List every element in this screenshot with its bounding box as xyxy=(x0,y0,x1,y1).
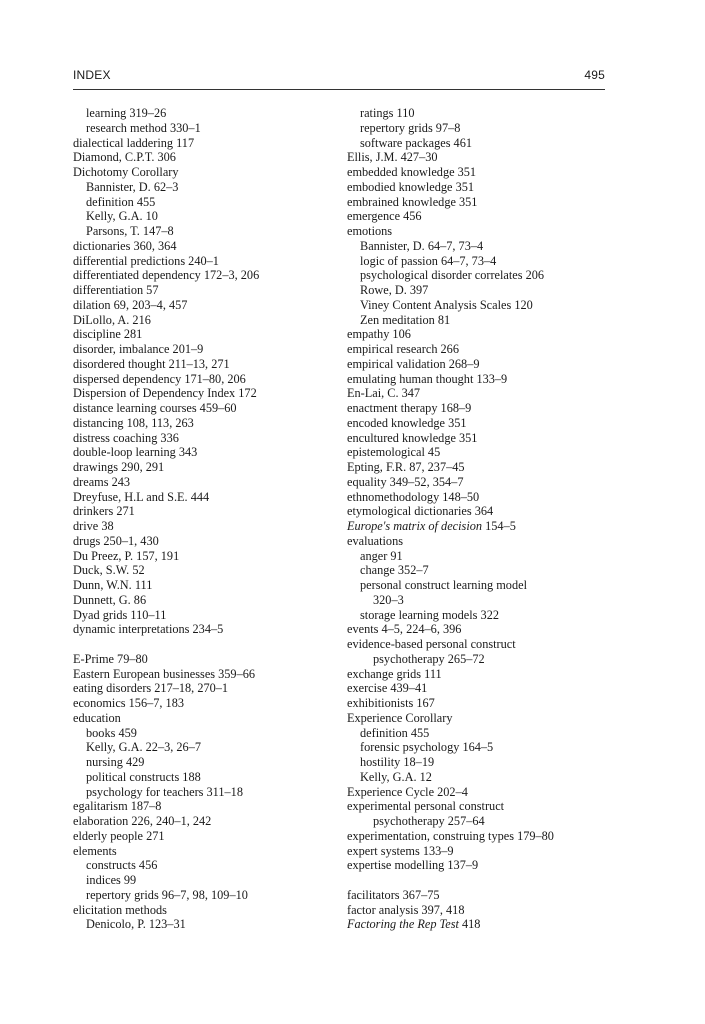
index-entry: evaluations xyxy=(347,533,404,548)
index-entry: distancing 108, 113, 263 xyxy=(73,415,194,430)
index-entry: education xyxy=(73,710,121,725)
index-entry: Dyad grids 110–11 xyxy=(73,607,167,622)
index-entry: economics 156–7, 183 xyxy=(73,696,184,710)
index-subentry: repertory grids 96–7, 98, 109–10 xyxy=(86,887,248,902)
index-entry: drinkers 271 xyxy=(73,504,135,519)
index-entry: expertise modelling 137–9 xyxy=(347,858,479,873)
index-entry: exhibitionists 167 xyxy=(347,696,435,710)
index-entry xyxy=(347,519,609,534)
index-entry: Dunnett, G. 86 xyxy=(73,592,147,607)
index-subentry: 320–3 xyxy=(373,592,404,607)
index-entry: Ellis, J.M. 427–30 xyxy=(347,150,438,165)
index-entry: differential predictions 240–1 xyxy=(73,253,219,268)
index-subentry: definition 455 xyxy=(86,194,156,209)
index-subentry: logic of passion 64–7, 73–4 xyxy=(360,253,497,268)
index-entry: encultured knowledge 351 xyxy=(347,430,478,445)
index-entry: experimental personal construct xyxy=(347,799,505,814)
index-subentry: psychotherapy 265–72 xyxy=(373,651,485,666)
index-entry: drugs 250–1, 430 xyxy=(73,533,159,548)
index-entry: emulating human thought 133–9 xyxy=(347,371,508,386)
index-subentry: Viney Content Analysis Scales 120 xyxy=(360,297,533,312)
page-number: 495 xyxy=(584,68,605,82)
index-column-right xyxy=(347,106,609,932)
index-column-left xyxy=(73,106,335,932)
index-entry: En-Lai, C. 347 xyxy=(347,386,421,401)
index-entry: elicitation methods xyxy=(73,902,167,917)
index-entry: Experience Cycle 202–4 xyxy=(347,784,468,799)
index-entry: drive 38 xyxy=(73,519,114,533)
index-entry: drawings 290, 291 xyxy=(73,460,165,474)
index-entry: elaboration 226, 240–1, 242 xyxy=(73,814,212,828)
index-entry: dynamic interpretations 234–5 xyxy=(73,622,224,637)
index-heading: INDEX xyxy=(73,68,111,82)
index-subentry: forensic psychology 164–5 xyxy=(360,740,494,755)
index-subentry: psychological disorder correlates 206 xyxy=(360,268,545,283)
index-entry: Diamond, C.P.T. 306 xyxy=(73,150,176,165)
index-entry: emergence 456 xyxy=(347,209,422,224)
index-entry: Duck, S.W. 52 xyxy=(73,563,145,578)
index-entry: elements xyxy=(73,843,117,858)
index-entry: double-loop learning 343 xyxy=(73,445,198,460)
index-entry: eating disorders 217–18, 270–1 xyxy=(73,681,229,696)
index-entry: factor analysis 397, 418 xyxy=(347,902,465,917)
index-entry-pages: 418 xyxy=(458,917,481,932)
index-entry: Dispersion of Dependency Index 172 xyxy=(73,386,257,401)
index-subentry: change 352–7 xyxy=(360,563,429,578)
index-entry: Epting, F.R. 87, 237–45 xyxy=(347,460,465,474)
index-entry: enactment therapy 168–9 xyxy=(347,401,472,415)
index-subentry: indices 99 xyxy=(86,873,137,887)
index-entry: E-Prime 79–80 xyxy=(73,651,148,666)
index-entry: exercise 439–41 xyxy=(347,681,428,696)
index-subentry: ratings 110 xyxy=(360,106,415,120)
index-entry: dispersed dependency 171–80, 206 xyxy=(73,371,246,386)
index-entry: dilation 69, 203–4, 457 xyxy=(73,297,188,312)
index-entry: empathy 106 xyxy=(347,327,411,342)
index-section-gap xyxy=(347,873,609,888)
index-entry: embedded knowledge 351 xyxy=(347,165,477,179)
index-entry: dictionaries 360, 364 xyxy=(73,238,177,253)
index-entry: differentiated dependency 172–3, 206 xyxy=(73,268,260,283)
index-entry: events 4–5, 224–6, 396 xyxy=(347,622,462,637)
index-section-gap xyxy=(73,637,335,652)
index-subentry: constructs 456 xyxy=(86,858,158,873)
index-entry: empirical research 266 xyxy=(347,342,459,356)
index-entry: expert systems 133–9 xyxy=(347,843,454,858)
index-entry: discipline 281 xyxy=(73,327,143,342)
index-subentry: books 459 xyxy=(86,725,137,740)
index-entry: DiLollo, A. 216 xyxy=(73,312,151,327)
index-entry-title: Factoring the Rep Test xyxy=(347,917,459,932)
index-entry: etymological dictionaries 364 xyxy=(347,504,494,519)
index-entry: Eastern European businesses 359–66 xyxy=(73,666,256,681)
header-rule xyxy=(73,89,605,90)
index-subentry: learning 319–26 xyxy=(86,106,167,120)
index-entry: ethnomethodology 148–50 xyxy=(347,489,480,504)
running-head xyxy=(73,68,605,86)
index-entry-title: Europe's matrix of decision xyxy=(347,519,483,533)
index-subentry: Bannister, D. 62–3 xyxy=(86,179,179,194)
index-entry: distance learning courses 459–60 xyxy=(73,401,237,415)
index-subentry: repertory grids 97–8 xyxy=(360,120,461,135)
index-entry: evidence-based personal construct xyxy=(347,637,516,651)
index-entry: facilitators 367–75 xyxy=(347,887,440,902)
index-entry: differentiation 57 xyxy=(73,283,159,297)
index-subentry: Denicolo, P. 123–31 xyxy=(86,917,186,932)
index-entry: exchange grids 111 xyxy=(347,666,442,681)
index-entry: Dichotomy Corollary xyxy=(73,165,179,179)
index-entry: dialectical laddering 117 xyxy=(73,135,195,150)
index-entry: emotions xyxy=(347,224,393,238)
index-subentry: research method 330–1 xyxy=(86,120,201,135)
index-subentry: Kelly, G.A. 10 xyxy=(86,209,158,224)
index-subentry: Zen meditation 81 xyxy=(360,312,451,327)
index-subentry: Kelly, G.A. 12 xyxy=(360,769,432,784)
index-entry: embodied knowledge 351 xyxy=(347,179,475,194)
index-entry: disordered thought 211–13, 271 xyxy=(73,356,230,371)
index-subentry: Parsons, T. 147–8 xyxy=(86,224,174,238)
index-entry: dreams 243 xyxy=(73,474,131,489)
index-entry: Dunn, W.N. 111 xyxy=(73,578,153,592)
index-subentry: software packages 461 xyxy=(360,135,472,150)
index-subentry: Rowe, D. 397 xyxy=(360,283,429,297)
index-entry: disorder, imbalance 201–9 xyxy=(73,342,204,356)
index-entry: distress coaching 336 xyxy=(73,430,179,445)
index-subentry: storage learning models 322 xyxy=(360,607,499,622)
index-entry: encoded knowledge 351 xyxy=(347,415,467,430)
index-entry: equality 349–52, 354–7 xyxy=(347,474,464,489)
index-entry: egalitarism 187–8 xyxy=(73,799,162,814)
index-entry: Dreyfuse, H.L and S.E. 444 xyxy=(73,489,210,504)
index-subentry: Bannister, D. 64–7, 73–4 xyxy=(360,238,484,253)
index-subentry: hostility 18–19 xyxy=(360,755,435,769)
index-entry: elderly people 271 xyxy=(73,828,165,843)
index-entry: empirical validation 268–9 xyxy=(347,356,480,371)
index-entry: Du Preez, P. 157, 191 xyxy=(73,548,180,563)
index-entry: Experience Corollary xyxy=(347,710,453,725)
index-subentry: Kelly, G.A. 22–3, 26–7 xyxy=(86,740,201,755)
index-subentry: definition 455 xyxy=(360,725,430,740)
index-subentry: personal construct learning model xyxy=(360,578,527,592)
index-subentry: anger 91 xyxy=(360,548,403,563)
index-entry: embrained knowledge 351 xyxy=(347,194,478,209)
index-entry xyxy=(347,917,609,932)
index-subentry: psychology for teachers 311–18 xyxy=(86,784,243,799)
index-subentry: psychotherapy 257–64 xyxy=(373,814,485,828)
index-entry: epistemological 45 xyxy=(347,445,441,460)
index-subentry: political constructs 188 xyxy=(86,769,201,784)
index-entry-pages: 154–5 xyxy=(482,519,516,533)
index-entry: experimentation, construing types 179–80 xyxy=(347,828,554,843)
index-subentry: nursing 429 xyxy=(86,755,145,769)
